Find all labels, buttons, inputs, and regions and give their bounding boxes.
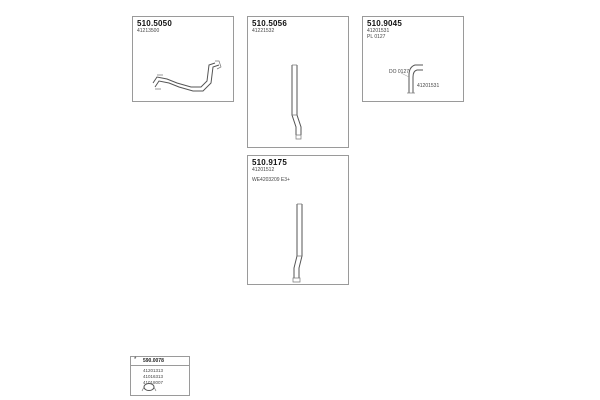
accessory-ref: 41201313 xyxy=(143,368,164,373)
part-number: 510.9045 xyxy=(367,19,402,28)
part-panel-510-5050[interactable] xyxy=(132,16,234,102)
callout-left: DO 0127 xyxy=(389,69,410,75)
accessory-ref: 41016313 xyxy=(143,374,164,379)
part-number: 510.5056 xyxy=(252,19,287,28)
callout-right: 41201531 xyxy=(417,83,440,89)
marker: * xyxy=(134,357,137,363)
part-number: 510.9175 xyxy=(252,158,287,167)
part-reference-secondary: PL 0127 xyxy=(367,34,386,40)
part-panel-510-9045[interactable] xyxy=(362,16,464,102)
clamp-icon xyxy=(131,357,191,397)
part-reference: 41213500 xyxy=(137,28,160,34)
part-reference: 41201531 xyxy=(367,28,390,34)
part-number: 510.5050 xyxy=(137,19,172,28)
part-panel-510-9175[interactable] xyxy=(247,155,349,285)
exhaust-pipe-drawing xyxy=(133,17,235,103)
accessory-box[interactable] xyxy=(130,356,190,396)
part-reference: 41201512 xyxy=(252,167,275,173)
exhaust-elbow-drawing xyxy=(363,17,465,103)
part-note: WE4203209 E3+ xyxy=(252,177,290,183)
accessory-ref: 41018007 xyxy=(143,380,164,385)
accessory-part-number: 590.0078 xyxy=(143,358,164,364)
exhaust-pipe-drawing xyxy=(248,156,350,286)
exhaust-pipe-drawing xyxy=(248,17,350,149)
part-panel-510-5056[interactable] xyxy=(247,16,349,148)
part-reference: 41221532 xyxy=(252,28,275,34)
